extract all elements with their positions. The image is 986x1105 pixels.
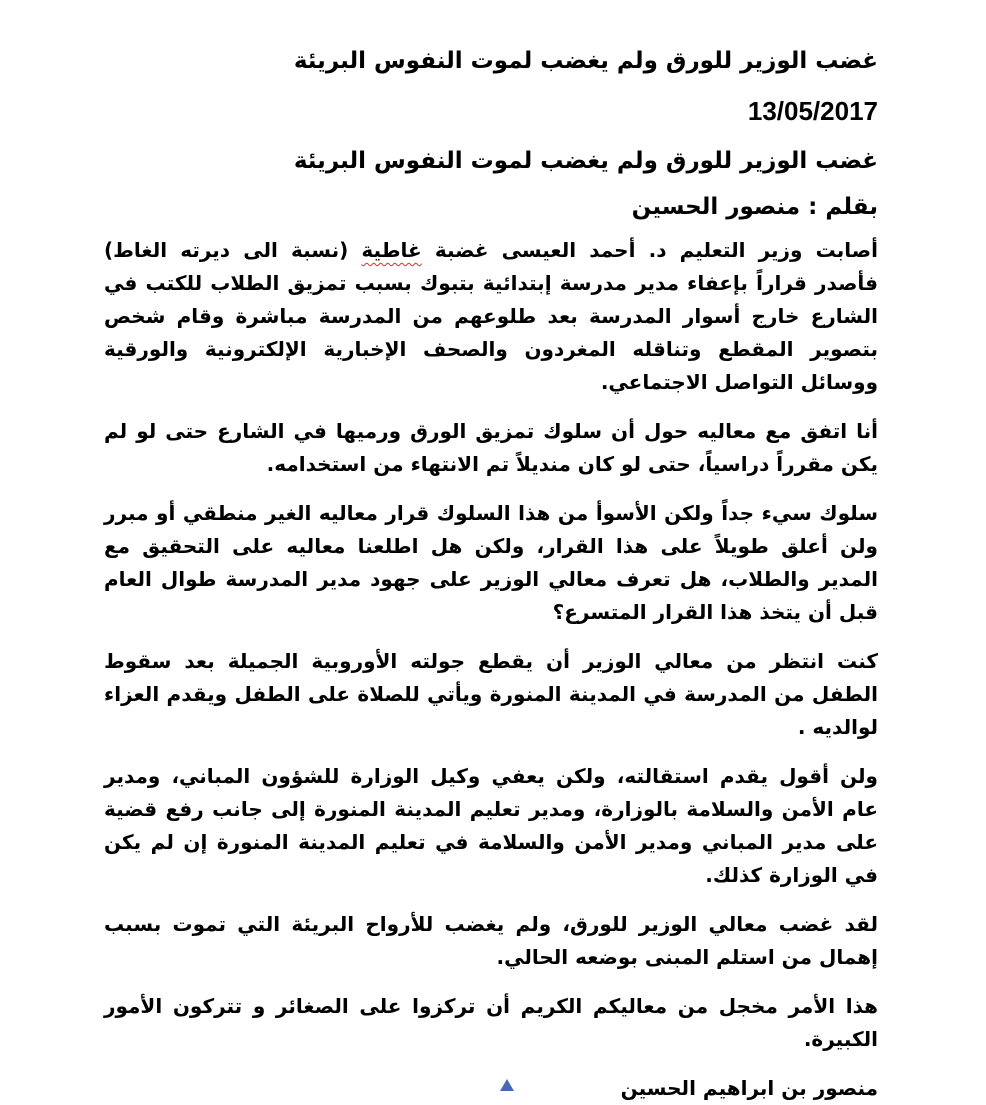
paragraph-5: ولن أقول يقدم استقالته، ولكن يعفي وكيل الوزارة للشؤون المباني، ومدير عام الأمن والسلامة بالوزارة، ومدير تعليم المدينة المنورة إلى جانب رفع قضية على مدير المباني ومدير الأمن والسلامة في تعليم المدينة المنورة إن لم يكن في الوزارة كذلك.	[104, 764, 878, 887]
paragraph-2: أنا اتفق مع معاليه حول أن سلوك تمزيق الورق ورميها في الشارع حتى لو لم يكن مقرراً دراسياً، حتى لو كان منديلاً تم الانتهاء من استخدامه.	[104, 419, 878, 476]
spellcheck-flagged-word: غاطية	[361, 238, 422, 262]
paragraph-7: هذا الأمر مخجل من معاليكم الكريم أن تركزوا على الصغائر و تتركون الأمور الكبيرة.	[104, 994, 878, 1051]
article-date: 13/05/2017	[747, 96, 878, 126]
text-cursor-marker-icon	[500, 1079, 514, 1091]
paragraph-1-end: (نسبة الى ديرته الغاط) فأصدر قراراً بإعفاء مدير مدرسة إبتدائية بتبوك بسبب تمزيق الطلاب للكتب في الشارع خارج أسوار المدرسة بعد طلوعهم من المدرسة مباشرة وقام شخص بتصوير المقطع وتناقله المغردون والصحف الإخبارية الإلكترونية والورقية ووسائل التواصل الاجتماعي.	[104, 238, 878, 394]
paragraph-1-start: أصابت وزير التعليم د. أحمد العيسى غضبة	[421, 238, 878, 262]
paragraph-6: لقد غضب معالي الوزير للورق، ولم يغضب للأرواح البريئة التي تموت بسبب إهمال من استلم المبنى بوضعه الحالي.	[104, 912, 878, 969]
paragraph-4: كنت انتظر من معالي الوزير أن يقطع جولته الأوروبية الجميلة بعد سقوط الطفل من المدرسة في المدينة المنورة ويأتي للصلاة على الطفل ويقدم العزاء لوالديه .	[104, 649, 878, 739]
article-title-repeat: غضب الوزير للورق ولم يغضب لموت النفوس البريئة	[293, 148, 878, 174]
author-signature: منصور بن ابراهيم الحسين	[620, 1076, 878, 1100]
article-title: غضب الوزير للورق ولم يغضب لموت النفوس البريئة	[293, 48, 878, 74]
author-byline: بقلم : منصور الحسين	[631, 194, 878, 220]
paragraph-3: سلوك سيء جداً ولكن الأسوأ من هذا السلوك قرار معاليه الغير منطقي أو مبرر ولن أعلق طويلاً على هذا القرار، ولكن هل اطلعنا معاليه على التحقيق مع المدير والطلاب، هل تعرف معالي الوزير على جهود مدير المدرسة طوال العام قبل أن يتخذ هذا القرار المتسرع؟	[104, 501, 878, 624]
article-body	[104, 38, 878, 1105]
paragraph-1	[104, 234, 878, 399]
